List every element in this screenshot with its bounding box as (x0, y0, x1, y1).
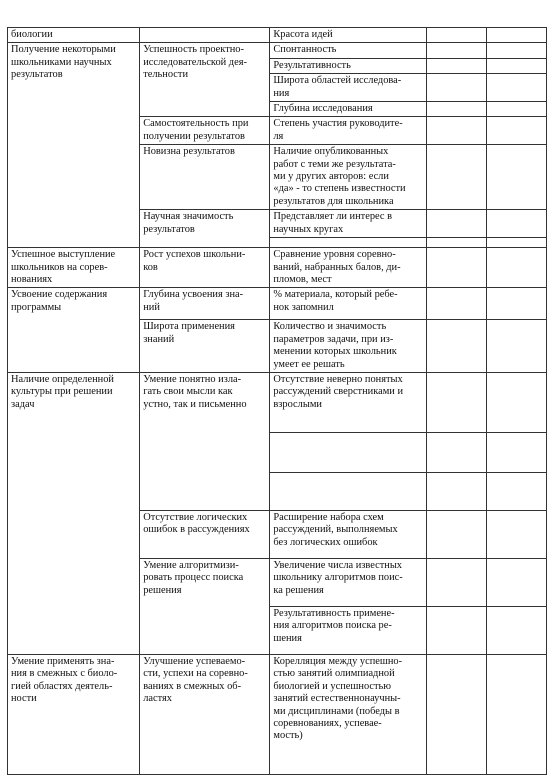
table-cell (486, 248, 546, 288)
cell-text-line: рассуждений, выполняемых (273, 524, 398, 536)
indicator-cell (140, 558, 270, 654)
cell-text-line: Сравнение уровня соревно- (273, 249, 396, 261)
cell-text-line: школьнику алгоритмов поис- (273, 572, 403, 584)
cell-text-line: Успешное выступление (11, 249, 116, 261)
cell-text-line: нованиях (11, 273, 53, 285)
indicator-cell (140, 43, 270, 117)
cell-text: биологии (11, 29, 53, 40)
cell-text-line: тельности (143, 69, 189, 81)
indicator-cell (140, 210, 270, 248)
measure-cell (270, 432, 427, 472)
table-cell (426, 558, 486, 606)
cell-text-line: Глубина усвоения зна- (143, 289, 244, 301)
cell-text-line: умеет ее решать (273, 358, 345, 370)
table-row (8, 43, 547, 58)
cell-text-line: получении результатов (143, 130, 245, 142)
cell-text-line: взрослыми (273, 398, 322, 410)
cell-text-line: ваний, набранных балов, ди- (273, 261, 401, 273)
cell-text-line: Новизна результатов (143, 146, 235, 158)
criteria-table (7, 27, 547, 775)
table-cell (426, 145, 486, 210)
cell-text-line: результатов (143, 223, 195, 235)
cell-text-line: Улучшение успеваемо- (143, 655, 246, 667)
measure-cell (270, 238, 427, 248)
criterion-cell (8, 43, 140, 248)
indicator-cell (140, 654, 270, 774)
measure-cell (270, 606, 427, 654)
table-cell (140, 28, 270, 43)
cell-text-line: Корелляция между успешно- (273, 655, 403, 667)
table-cell (486, 558, 546, 606)
cell-text-line: результатов для школьника (273, 195, 394, 207)
cell-text-line: параметров задачи, при из- (273, 333, 394, 345)
table-cell (426, 238, 486, 248)
indicator-cell (140, 248, 270, 288)
cell-text: Красота идей (273, 29, 333, 40)
cell-text-line: Рост успехов школьни- (143, 249, 246, 261)
cell-text-line: Отсутствие неверно понятых (273, 373, 403, 385)
cell-text-line: ния в смежных с биоло- (11, 668, 118, 680)
cell-text-line: ошибок в рассуждениях (143, 524, 250, 536)
measure-cell (270, 288, 427, 320)
table-cell (486, 238, 546, 248)
cell-text-line: ний (143, 301, 160, 313)
indicator-cell (140, 320, 270, 373)
cell-text-line: Широта областей исследова- (273, 75, 402, 87)
cell-text-line: рассуждений сверстниками и (273, 386, 404, 398)
table-cell (426, 320, 486, 373)
table-cell (486, 145, 546, 210)
table-cell (426, 472, 486, 510)
cell-text-line: ми дисциплинами (победы в (273, 705, 400, 717)
table-cell (486, 372, 546, 432)
measure-cell (270, 372, 427, 432)
cell-text-line: знаний (143, 333, 175, 345)
indicator-cell (140, 288, 270, 320)
cell-text-line: ния алгоритмов поиска ре- (273, 620, 392, 632)
cell-text-line: школьниками научных (11, 56, 112, 68)
cell-text-line: % материала, который ребе- (273, 289, 398, 301)
table-cell (426, 117, 486, 145)
cell-text-line: «да» - то степень известности (273, 183, 406, 195)
table-cell (426, 28, 486, 43)
table-cell (426, 248, 486, 288)
cell-text-line: Расширение набора схем (273, 511, 384, 523)
cell-text-line: ровать процесс поиска (143, 572, 244, 584)
criterion-cell (8, 654, 140, 774)
cell-text-line: ков (143, 261, 158, 273)
measure-cell (270, 58, 427, 73)
table-cell (426, 432, 486, 472)
measure-cell (270, 654, 427, 774)
table-row (8, 372, 547, 432)
measure-cell (270, 74, 427, 102)
cell-text-line: биологией и успешностью (273, 680, 392, 692)
table-cell (486, 210, 546, 238)
cell-text-line: нок запомнил (273, 301, 334, 313)
table-cell (486, 74, 546, 102)
table-cell (426, 606, 486, 654)
cell-text-line: стью занятий олимпиадной (273, 668, 395, 680)
table-cell (270, 28, 427, 43)
table-cell (8, 28, 140, 43)
cell-text-line: Наличие опубликованных (273, 146, 389, 158)
table-cell (486, 102, 546, 117)
cell-text-line: ка решения (273, 584, 324, 596)
table-cell (486, 288, 546, 320)
cell-text-line: Результативность примене- (273, 607, 395, 619)
table-cell (486, 320, 546, 373)
table-cell (426, 210, 486, 238)
cell-text-line: исследовательской дея- (143, 56, 247, 68)
table-row (8, 288, 547, 320)
table-cell (426, 43, 486, 58)
cell-text-line: Представляет ли интерес в (273, 211, 393, 223)
cell-text-line: Наличие определенной (11, 373, 114, 385)
cell-text-line: программы (11, 301, 62, 313)
cell-text-line: пломов, мест (273, 273, 332, 285)
cell-text-line: Количество и значимость (273, 321, 387, 333)
cell-text-line: научных кругах (273, 223, 344, 235)
measure-cell (270, 320, 427, 373)
table-cell (486, 28, 546, 43)
table-row (8, 28, 547, 43)
cell-text-line: школьников на сорев- (11, 261, 108, 273)
cell-text-line: ности (11, 693, 37, 705)
cell-text-line: решения (143, 584, 182, 596)
table-cell (486, 43, 546, 58)
measure-cell (270, 102, 427, 117)
measure-cell (270, 558, 427, 606)
cell-text-line: Широта применения (143, 321, 235, 333)
criterion-cell (8, 372, 140, 654)
cell-text-line: менении которых школьник (273, 346, 397, 358)
table-cell (426, 288, 486, 320)
cell-text-line: гией областях деятель- (11, 680, 113, 692)
measure-cell (270, 210, 427, 238)
indicator-cell (140, 117, 270, 145)
cell-text-line: занятий естественнонаучны- (273, 693, 401, 705)
cell-text-line: задач (11, 398, 35, 410)
indicator-cell (140, 145, 270, 210)
cell-text-line: Умение алгоритмизи- (143, 559, 239, 571)
table-cell (426, 510, 486, 558)
cell-text-line: Спонтанность (273, 44, 337, 56)
cell-text-line: ваниях в смежных об- (143, 680, 242, 692)
cell-text-line: сти, успехи на соревно- (143, 668, 248, 680)
cell-text-line: культуры при решении (11, 386, 113, 398)
cell-text-line: шения (273, 632, 302, 644)
table-cell (426, 654, 486, 774)
table-row (8, 654, 547, 774)
indicator-cell (140, 372, 270, 510)
cell-text-line: Увеличение числа известных (273, 559, 402, 571)
cell-text-line: Самостоятельность при (143, 118, 249, 130)
cell-text-line: соревнованиях, успевае- (273, 717, 382, 729)
cell-text-line: результатов (11, 69, 63, 81)
table-cell (426, 372, 486, 432)
cell-text-line: Умение понятно изла- (143, 373, 242, 385)
table-row (8, 248, 547, 288)
table-cell (486, 117, 546, 145)
criteria-table-body (8, 28, 547, 775)
cell-text-line: Умение применять зна- (11, 655, 115, 667)
cell-text-line: ластях (143, 693, 172, 705)
cell-text-line: ля (273, 130, 284, 142)
table-cell (486, 58, 546, 73)
measure-cell (270, 145, 427, 210)
cell-text-line: Глубина исследования (273, 103, 373, 115)
criterion-cell (8, 248, 140, 288)
indicator-cell (140, 510, 270, 558)
measure-cell (270, 510, 427, 558)
table-cell (426, 58, 486, 73)
cell-text-line: устно, так и письменно (143, 398, 247, 410)
table-cell (486, 510, 546, 558)
measure-cell (270, 248, 427, 288)
table-cell (426, 102, 486, 117)
table-cell (426, 74, 486, 102)
cell-text-line: Степень участия руководите- (273, 118, 403, 130)
cell-text-line: Успешность проектно- (143, 44, 244, 56)
table-cell (486, 654, 546, 774)
measure-cell (270, 472, 427, 510)
criterion-cell (8, 288, 140, 373)
cell-text-line: гать свои мысли как (143, 386, 233, 398)
cell-text-line: мость) (273, 730, 303, 742)
cell-text-line: без логических ошибок (273, 536, 378, 548)
table-cell (486, 472, 546, 510)
cell-text-line: Отсутствие логических (143, 511, 248, 523)
table-cell (486, 606, 546, 654)
cell-text-line: ния (273, 87, 290, 99)
cell-text-line: Научная значимость (143, 211, 234, 223)
cell-text-line: Усвоение содержания (11, 289, 108, 301)
measure-cell (270, 117, 427, 145)
table-cell (486, 432, 546, 472)
cell-text-line: Получение некоторыми (11, 44, 116, 56)
measure-cell (270, 43, 427, 58)
cell-text-line: работ с теми же результата- (273, 158, 396, 170)
cell-text-line: ми у других авторов: если (273, 171, 389, 183)
cell-text-line: Результативность (273, 59, 351, 71)
